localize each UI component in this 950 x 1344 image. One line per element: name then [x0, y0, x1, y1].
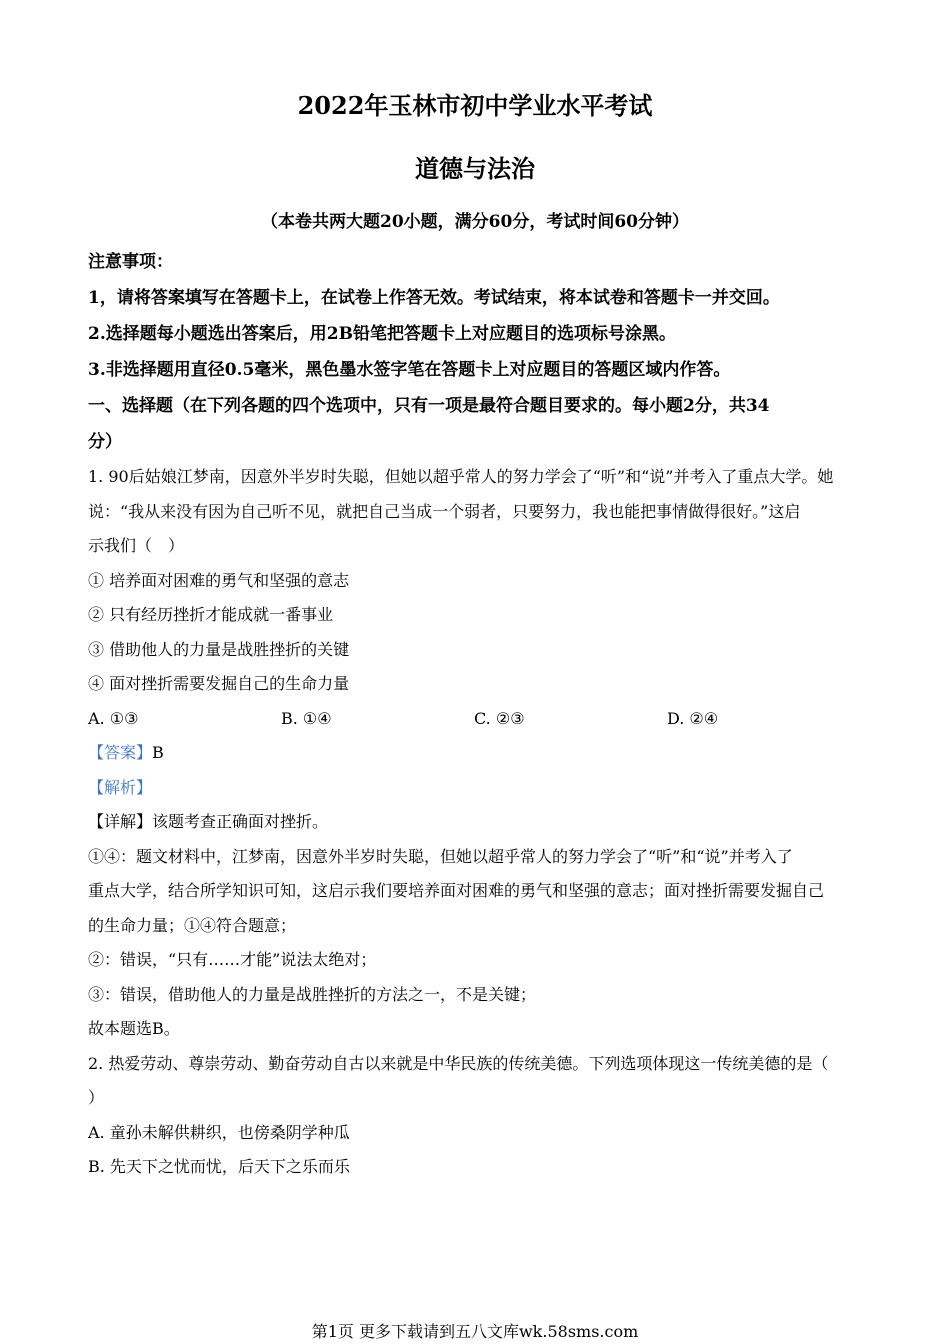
note-item-1: 1，请将答案填写在答题卡上，在试卷上作答无效。考试结束，将本试卷和答题卡一并交回。 — [88, 288, 780, 308]
q1-stem-line-1: 1. 90后姑娘江梦南，因意外半岁时失聪，但她以超乎常人的努力学会了“听”和“说”并考入了重点大学。她 — [88, 467, 834, 486]
analysis-tag: 【解析】 — [88, 777, 153, 797]
q1-answer — [88, 736, 860, 771]
q1-detail-line-5: ②：错误，“只有……才能”说法太绝对； — [88, 950, 377, 969]
page-footer: 第1页 更多下载请到五八文库wk.58sms.com — [311, 1322, 639, 1341]
q2-option-b: B. 先天下之忧而忧，后天下之乐而乐 — [88, 1157, 350, 1176]
q1-option-b: B. ①④ — [281, 708, 332, 728]
q1-option-d: D. ②④ — [667, 708, 719, 728]
answer-value: B — [152, 743, 164, 762]
section-heading-line-1: 一、选择题（在下列各题的四个选项中，只有一项是最符合题目要求的。每小题2分，共34 — [88, 396, 770, 416]
q1-statement-3: ③ 借助他人的力量是战胜挫折的关键 — [88, 639, 350, 659]
q2-option-a: A. 童孙未解供耕织，也傍桑阴学种瓜 — [88, 1122, 350, 1142]
q1-options — [88, 702, 860, 737]
q1-option-a: A. ①③ — [88, 708, 139, 728]
section-heading-line-2: 分） — [88, 432, 122, 452]
note-item-3: 3.非选择题用直径0.5毫米，黑色墨水签字笔在答题卡上对应题目的答题区域内作答。 — [88, 360, 731, 380]
q1-option-c: C. ②③ — [474, 708, 525, 728]
q1-detail-line-4: 的生命力量；①④符合题意； — [88, 915, 297, 935]
q1-detail-line-1: 【详解】该题考查正确面对挫折。 — [88, 812, 329, 831]
q1-statement-2: ② 只有经历挫折才能成就一番事业 — [88, 605, 334, 624]
q1-statement-4: ④ 面对挫折需要发掘自己的生命力量 — [88, 674, 350, 693]
answer-tag: 【答案】 — [88, 743, 153, 762]
q1-analysis — [88, 771, 860, 806]
exam-subtitle: （本卷共两大题20小题，满分60分，考试时间60分钟） — [261, 212, 689, 232]
q2-stem-line-2: ） — [88, 1088, 105, 1107]
q1-stem-line-2: 说：“我从来没有因为自己听不见，就把自己当成一个弱者，只要努力，我也能把事情做得很好。”这启 — [88, 501, 801, 521]
q1-detail-line-2: ①④：题文材料中，江梦南，因意外半岁时失聪，但她以超乎常人的努力学会了“听”和“说”并考入了 — [88, 846, 793, 866]
q1-detail-line-7: 故本题选B。 — [88, 1019, 180, 1038]
notes-heading: 注意事项： — [88, 252, 173, 272]
q1-detail-line-3: 重点大学，结合所学知识可知，这启示我们要培养面对困难的勇气和坚强的意志；面对挫折需要发掘自己 — [88, 881, 825, 900]
q1-statement-1: ① 培养面对困难的勇气和坚强的意志 — [88, 570, 350, 590]
q2-stem-line-1: 2. 热爱劳动、尊崇劳动、勤奋劳动自古以来就是中华民族的传统美德。下列选项体现这一传统美德的是（ — [88, 1053, 829, 1073]
q1-detail-line-6: ③：错误，借助他人的力量是战胜挫折的方法之一，不是关键； — [88, 984, 537, 1004]
q1-stem-line-3: 示我们（ ） — [88, 536, 185, 555]
exam-content — [88, 244, 860, 1185]
exam-title: 2022年玉林市初中学业水平考试 — [297, 91, 653, 120]
subject-title: 道德与法治 — [415, 154, 535, 183]
note-item-2: 2.选择题每小题选出答案后，用2B铅笔把答题卡上对应题目的选项标号涂黑。 — [88, 324, 676, 344]
